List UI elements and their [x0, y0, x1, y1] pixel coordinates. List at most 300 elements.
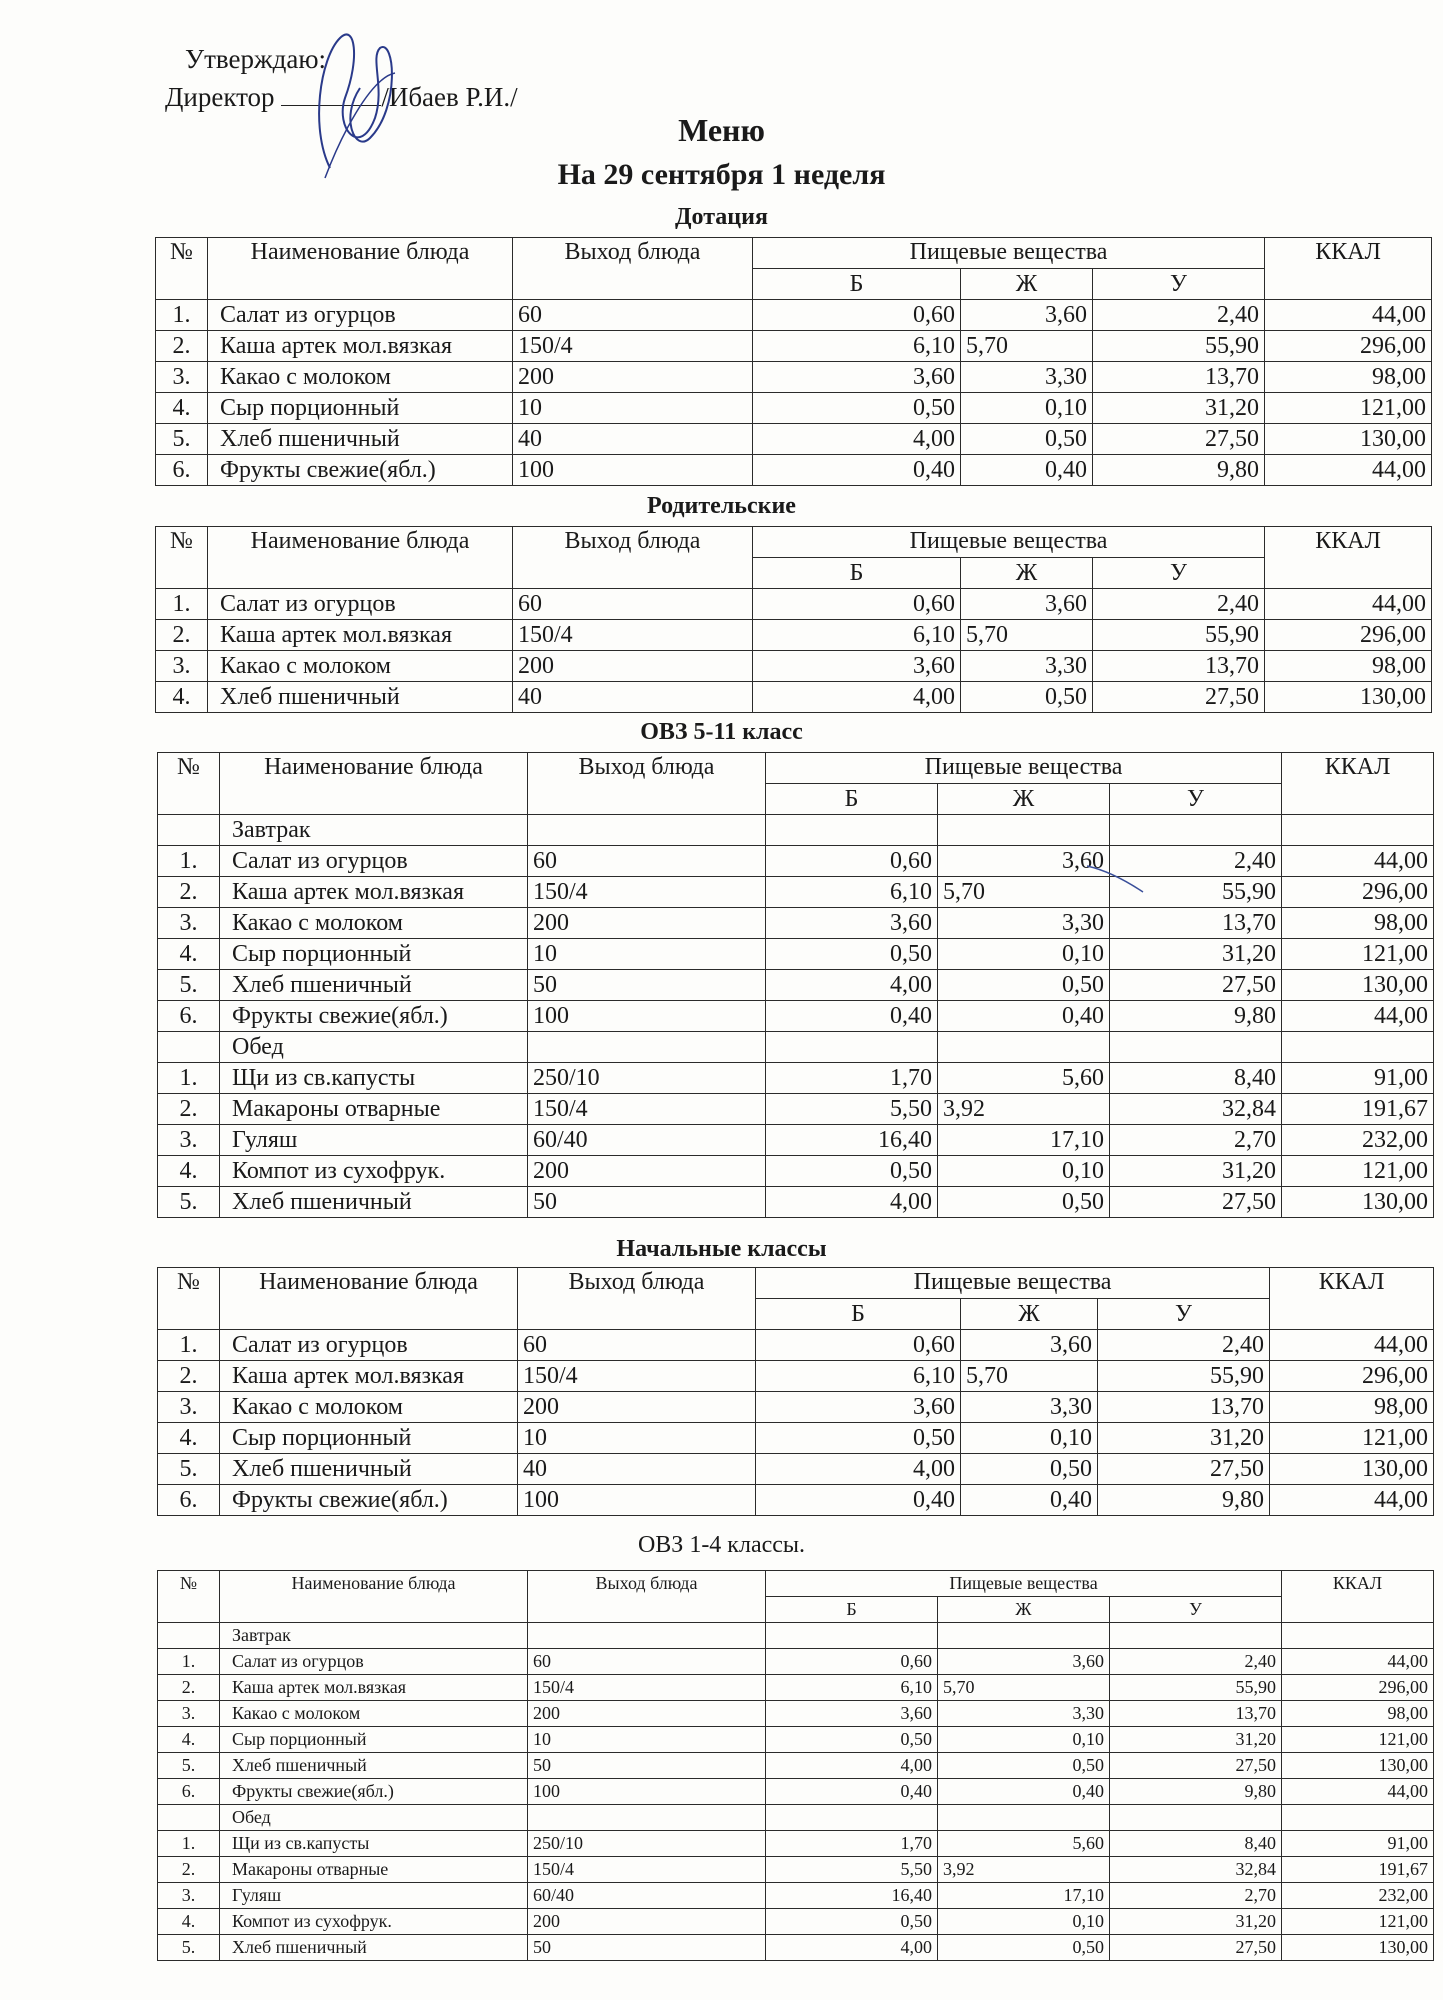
fat-value: 3,60 [961, 300, 1093, 331]
col-name: Наименование блюда [208, 527, 513, 589]
col-yield: Выход блюда [513, 527, 753, 589]
dish-name: Каша артек мол.вязкая [220, 1675, 528, 1701]
kcal-value: 191,67 [1282, 1857, 1434, 1883]
kcal-value: 130,00 [1265, 682, 1432, 713]
section-title-dotatsiya: Дотация [675, 204, 768, 230]
page-subtitle: На 29 сентября 1 неделя [557, 158, 886, 191]
empty-cell [1282, 815, 1434, 846]
col-b: Б [766, 784, 938, 815]
carb-value: 27,50 [1098, 1454, 1270, 1485]
table-row [158, 1330, 1434, 1361]
table-row [158, 1485, 1434, 1516]
row-num: 4. [158, 1156, 220, 1187]
dish-name: Какао с молоком [208, 362, 513, 393]
kcal-value: 121,00 [1282, 1156, 1434, 1187]
fat-value: 3,30 [938, 908, 1110, 939]
empty-cell [938, 1805, 1110, 1831]
carb-value: 27,50 [1110, 1935, 1282, 1961]
dish-name: Гуляш [220, 1125, 528, 1156]
carb-value: 31,20 [1110, 1909, 1282, 1935]
dish-yield: 60/40 [528, 1125, 766, 1156]
kcal-value: 44,00 [1265, 300, 1432, 331]
fat-value: 5,60 [938, 1831, 1110, 1857]
dish-yield: 10 [518, 1423, 756, 1454]
carb-value: 27,50 [1093, 682, 1265, 713]
carb-value: 2,40 [1110, 846, 1282, 877]
dish-name: Сыр порционный [220, 1423, 518, 1454]
carb-value: 31,20 [1110, 939, 1282, 970]
empty-cell [766, 1032, 938, 1063]
kcal-value: 44,00 [1270, 1330, 1434, 1361]
protein-value: 1,70 [766, 1831, 938, 1857]
dish-name: Сыр порционный [220, 1727, 528, 1753]
empty-cell [1282, 1805, 1434, 1831]
col-nutrients: Пищевые вещества [766, 753, 1282, 784]
table-row [158, 1831, 1434, 1857]
protein-value: 6,10 [753, 620, 961, 651]
carb-value: 32,84 [1110, 1857, 1282, 1883]
carb-value: 27,50 [1110, 970, 1282, 1001]
protein-value: 4,00 [766, 1187, 938, 1218]
meal-label: Обед [220, 1805, 528, 1831]
protein-value: 5,50 [766, 1094, 938, 1125]
dish-name: Щи из св.капусты [220, 1063, 528, 1094]
row-num: 2. [158, 1361, 220, 1392]
carb-value: 2,40 [1093, 589, 1265, 620]
fat-value: 0,50 [961, 682, 1093, 713]
table-row [156, 393, 1432, 424]
dish-yield: 60 [518, 1330, 756, 1361]
carb-value: 31,20 [1110, 1156, 1282, 1187]
dish-name: Компот из сухофрук. [220, 1156, 528, 1187]
director-label: Директор [165, 82, 275, 112]
row-num: 3. [158, 908, 220, 939]
kcal-value: 44,00 [1282, 846, 1434, 877]
row-num: 4. [158, 939, 220, 970]
protein-value: 16,40 [766, 1125, 938, 1156]
carb-value: 13,70 [1110, 908, 1282, 939]
meal-label-row [158, 815, 1434, 846]
row-num: 6. [158, 1779, 220, 1805]
col-b: Б [756, 1299, 961, 1330]
dish-name: Каша артек мол.вязкая [208, 331, 513, 362]
meal-label: Обед [220, 1032, 528, 1063]
kcal-value: 130,00 [1282, 1187, 1434, 1218]
dish-name: Фрукты свежие(ябл.) [208, 455, 513, 486]
col-nutrients: Пищевые вещества [766, 1571, 1282, 1597]
carb-value: 32,84 [1110, 1094, 1282, 1125]
kcal-value: 296,00 [1265, 620, 1432, 651]
fat-value: 3,92 [938, 1094, 1110, 1125]
fat-value: 0,10 [938, 1909, 1110, 1935]
kcal-value: 191,67 [1282, 1094, 1434, 1125]
col-zh: Ж [938, 784, 1110, 815]
row-num: 3. [156, 651, 208, 682]
page-title: Меню [678, 112, 765, 148]
row-num: 4. [158, 1423, 220, 1454]
dish-yield: 100 [528, 1001, 766, 1032]
protein-value: 16,40 [766, 1883, 938, 1909]
carb-value: 55,90 [1093, 331, 1265, 362]
dish-name: Хлеб пшеничный [208, 682, 513, 713]
kcal-value: 44,00 [1282, 1649, 1434, 1675]
row-num: 4. [156, 682, 208, 713]
meal-label-row [158, 1623, 1434, 1649]
carb-value: 27,50 [1110, 1187, 1282, 1218]
dish-name: Салат из огурцов [208, 300, 513, 331]
dish-yield: 200 [513, 651, 753, 682]
dish-yield: 150/4 [513, 620, 753, 651]
empty-cell [528, 1805, 766, 1831]
table-row [158, 1753, 1434, 1779]
dish-name: Хлеб пшеничный [208, 424, 513, 455]
table-row [158, 1094, 1434, 1125]
dish-yield: 200 [528, 1701, 766, 1727]
dish-yield: 100 [513, 455, 753, 486]
table-row [158, 1187, 1434, 1218]
dish-yield: 40 [513, 682, 753, 713]
fat-value: 0,40 [961, 1485, 1098, 1516]
dish-name: Каша артек мол.вязкая [208, 620, 513, 651]
row-num: 4. [156, 393, 208, 424]
kcal-value: 98,00 [1270, 1392, 1434, 1423]
protein-value: 6,10 [766, 877, 938, 908]
table-row [158, 877, 1434, 908]
empty-cell [1110, 1623, 1282, 1649]
dish-name: Сыр порционный [220, 939, 528, 970]
protein-value: 4,00 [766, 1935, 938, 1961]
fat-value: 3,60 [961, 1330, 1098, 1361]
col-name: Наименование блюда [220, 1268, 518, 1330]
empty-cell [158, 1623, 220, 1649]
col-kcal: ККАЛ [1282, 1571, 1434, 1623]
col-name: Наименование блюда [208, 238, 513, 300]
table-row [156, 651, 1432, 682]
section-title-roditelskie: Родительские [647, 493, 796, 519]
dish-yield: 50 [528, 1935, 766, 1961]
section-title-ovz-1-4: ОВЗ 1-4 классы. [637, 1532, 806, 1558]
kcal-value: 130,00 [1282, 970, 1434, 1001]
table-row [158, 1001, 1434, 1032]
table-row [156, 682, 1432, 713]
kcal-value: 130,00 [1282, 1935, 1434, 1961]
dish-name: Какао с молоком [208, 651, 513, 682]
col-u: У [1098, 1299, 1270, 1330]
dish-yield: 50 [528, 1753, 766, 1779]
protein-value: 6,10 [753, 331, 961, 362]
protein-value: 0,40 [756, 1485, 961, 1516]
row-num: 2. [156, 620, 208, 651]
menu-table-ovz-5-11 [157, 752, 1434, 1218]
protein-value: 0,40 [766, 1001, 938, 1032]
row-num: 5. [158, 1935, 220, 1961]
protein-value: 0,40 [753, 455, 961, 486]
row-num: 1. [158, 1330, 220, 1361]
dish-yield: 10 [513, 393, 753, 424]
fat-value: 3,30 [961, 651, 1093, 682]
table-row [158, 1063, 1434, 1094]
protein-value: 4,00 [766, 970, 938, 1001]
table-row [158, 1909, 1434, 1935]
empty-cell [528, 1623, 766, 1649]
protein-value: 0,60 [766, 846, 938, 877]
dish-name: Компот из сухофрук. [220, 1909, 528, 1935]
dish-yield: 150/4 [528, 1675, 766, 1701]
col-u: У [1093, 269, 1265, 300]
table-row [158, 1701, 1434, 1727]
kcal-value: 44,00 [1270, 1485, 1434, 1516]
protein-value: 4,00 [766, 1753, 938, 1779]
row-num: 1. [156, 589, 208, 620]
table-row [158, 1935, 1434, 1961]
protein-value: 1,70 [766, 1063, 938, 1094]
table-row [158, 970, 1434, 1001]
carb-value: 13,70 [1098, 1392, 1270, 1423]
col-num: № [158, 1268, 220, 1330]
row-num: 3. [158, 1125, 220, 1156]
fat-value: 3,30 [961, 362, 1093, 393]
dish-yield: 200 [513, 362, 753, 393]
row-num: 6. [156, 455, 208, 486]
dish-yield: 250/10 [528, 1063, 766, 1094]
dish-name: Хлеб пшеничный [220, 1935, 528, 1961]
menu-table-dotatsiya [155, 237, 1432, 486]
carb-value: 31,20 [1093, 393, 1265, 424]
table-row [156, 424, 1432, 455]
row-num: 1. [156, 300, 208, 331]
protein-value: 4,00 [753, 682, 961, 713]
kcal-value: 296,00 [1265, 331, 1432, 362]
carb-value: 9,80 [1110, 1001, 1282, 1032]
dish-yield: 50 [528, 1187, 766, 1218]
kcal-value: 121,00 [1282, 1727, 1434, 1753]
dish-name: Сыр порционный [208, 393, 513, 424]
empty-cell [1110, 1805, 1282, 1831]
fat-value: 3,92 [938, 1857, 1110, 1883]
dish-yield: 200 [528, 1156, 766, 1187]
table-row [156, 455, 1432, 486]
table-row [158, 1779, 1434, 1805]
carb-value: 2,70 [1110, 1883, 1282, 1909]
empty-cell [1282, 1032, 1434, 1063]
dish-yield: 40 [518, 1454, 756, 1485]
col-b: Б [753, 558, 961, 589]
col-kcal: ККАЛ [1270, 1268, 1434, 1330]
dish-name: Макароны отварные [220, 1857, 528, 1883]
kcal-value: 44,00 [1265, 589, 1432, 620]
row-num: 3. [156, 362, 208, 393]
dish-name: Фрукты свежие(ябл.) [220, 1001, 528, 1032]
empty-cell [158, 1032, 220, 1063]
kcal-value: 44,00 [1265, 455, 1432, 486]
protein-value: 0,60 [756, 1330, 961, 1361]
col-zh: Ж [961, 558, 1093, 589]
approve-label: Утверждаю: [185, 44, 327, 74]
row-num: 3. [158, 1883, 220, 1909]
row-num: 5. [158, 1454, 220, 1485]
row-num: 6. [158, 1001, 220, 1032]
carb-value: 55,90 [1110, 1675, 1282, 1701]
carb-value: 9,80 [1098, 1485, 1270, 1516]
row-num: 5. [158, 1187, 220, 1218]
row-num: 5. [158, 970, 220, 1001]
protein-value: 4,00 [756, 1454, 961, 1485]
row-num: 1. [158, 1831, 220, 1857]
carb-value: 9,80 [1093, 455, 1265, 486]
fat-value: 5,60 [938, 1063, 1110, 1094]
row-num: 1. [158, 1649, 220, 1675]
col-b: Б [766, 1597, 938, 1623]
empty-cell [1110, 1032, 1282, 1063]
dish-name: Гуляш [220, 1883, 528, 1909]
col-zh: Ж [938, 1597, 1110, 1623]
dish-yield: 150/4 [528, 1094, 766, 1125]
carb-value: 55,90 [1110, 877, 1282, 908]
table-row [158, 1125, 1434, 1156]
kcal-value: 44,00 [1282, 1779, 1434, 1805]
dish-yield: 150/4 [518, 1361, 756, 1392]
fat-value: 0,10 [961, 1423, 1098, 1454]
col-yield: Выход блюда [528, 753, 766, 815]
meal-label: Завтрак [220, 1623, 528, 1649]
meal-label: Завтрак [220, 815, 528, 846]
dish-name: Фрукты свежие(ябл.) [220, 1779, 528, 1805]
fat-value: 0,50 [938, 1187, 1110, 1218]
protein-value: 0,50 [766, 1156, 938, 1187]
menu-table-ovz-1-4 [157, 1570, 1434, 1961]
col-u: У [1110, 1597, 1282, 1623]
fat-value: 5,70 [961, 331, 1093, 362]
dish-yield: 60/40 [528, 1883, 766, 1909]
protein-value: 6,10 [766, 1675, 938, 1701]
fat-value: 0,50 [938, 1753, 1110, 1779]
fat-value: 0,40 [938, 1779, 1110, 1805]
table-row [158, 1857, 1434, 1883]
empty-cell [158, 815, 220, 846]
row-num: 5. [158, 1753, 220, 1779]
kcal-value: 91,00 [1282, 1831, 1434, 1857]
dish-yield: 60 [528, 1649, 766, 1675]
row-num: 1. [158, 1063, 220, 1094]
col-nutrients: Пищевые вещества [753, 238, 1265, 269]
protein-value: 3,60 [756, 1392, 961, 1423]
dish-yield: 40 [513, 424, 753, 455]
fat-value: 0,10 [938, 1727, 1110, 1753]
col-u: У [1110, 784, 1282, 815]
fat-value: 0,10 [938, 939, 1110, 970]
row-num: 5. [156, 424, 208, 455]
protein-value: 3,60 [766, 1701, 938, 1727]
pen-stroke-mark [1085, 858, 1155, 898]
dish-name: Щи из св.капусты [220, 1831, 528, 1857]
dish-name: Хлеб пшеничный [220, 1753, 528, 1779]
table-row [158, 1727, 1434, 1753]
fat-value: 5,70 [961, 1361, 1098, 1392]
fat-value: 0,50 [961, 1454, 1098, 1485]
carb-value: 55,90 [1098, 1361, 1270, 1392]
col-yield: Выход блюда [513, 238, 753, 300]
dish-yield: 200 [518, 1392, 756, 1423]
dish-name: Фрукты свежие(ябл.) [220, 1485, 518, 1516]
col-kcal: ККАЛ [1265, 238, 1432, 300]
row-num: 3. [158, 1701, 220, 1727]
dish-yield: 10 [528, 1727, 766, 1753]
meal-label-row [158, 1805, 1434, 1831]
kcal-value: 121,00 [1282, 939, 1434, 970]
carb-value: 13,70 [1110, 1701, 1282, 1727]
protein-value: 0,50 [766, 1909, 938, 1935]
kcal-value: 232,00 [1282, 1883, 1434, 1909]
col-zh: Ж [961, 1299, 1098, 1330]
dish-name: Каша артек мол.вязкая [220, 1361, 518, 1392]
protein-value: 0,60 [766, 1649, 938, 1675]
fat-value: 5,70 [938, 1675, 1110, 1701]
kcal-value: 98,00 [1265, 362, 1432, 393]
empty-cell [158, 1805, 220, 1831]
carb-value: 27,50 [1093, 424, 1265, 455]
section-title-ovz-5-11: ОВЗ 5-11 класс [640, 719, 803, 745]
empty-cell [766, 1623, 938, 1649]
col-nutrients: Пищевые вещества [756, 1268, 1270, 1299]
fat-value: 0,40 [961, 455, 1093, 486]
col-yield: Выход блюда [528, 1571, 766, 1623]
row-num: 2. [158, 1675, 220, 1701]
protein-value: 4,00 [753, 424, 961, 455]
kcal-value: 98,00 [1282, 908, 1434, 939]
table-row [158, 846, 1434, 877]
col-name: Наименование блюда [220, 753, 528, 815]
table-row [158, 1454, 1434, 1485]
kcal-value: 44,00 [1282, 1001, 1434, 1032]
empty-cell [528, 1032, 766, 1063]
col-name: Наименование блюда [220, 1571, 528, 1623]
col-yield: Выход блюда [518, 1268, 756, 1330]
protein-value: 0,50 [756, 1423, 961, 1454]
empty-cell [1282, 1623, 1434, 1649]
kcal-value: 121,00 [1282, 1909, 1434, 1935]
table-row [158, 1423, 1434, 1454]
table-row [158, 1392, 1434, 1423]
kcal-value: 130,00 [1265, 424, 1432, 455]
fat-value: 3,60 [961, 589, 1093, 620]
kcal-value: 130,00 [1282, 1753, 1434, 1779]
dish-yield: 100 [528, 1779, 766, 1805]
fat-value: 3,60 [938, 846, 1110, 877]
dish-name: Какао с молоком [220, 908, 528, 939]
carb-value: 13,70 [1093, 362, 1265, 393]
protein-value: 3,60 [753, 362, 961, 393]
dish-yield: 150/4 [528, 1857, 766, 1883]
empty-cell [938, 815, 1110, 846]
row-num: 2. [158, 1094, 220, 1125]
row-num: 4. [158, 1909, 220, 1935]
carb-value: 27,50 [1110, 1753, 1282, 1779]
col-kcal: ККАЛ [1282, 753, 1434, 815]
fat-value: 3,30 [938, 1701, 1110, 1727]
dish-yield: 250/10 [528, 1831, 766, 1857]
dish-name: Какао с молоком [220, 1392, 518, 1423]
protein-value: 0,60 [753, 300, 961, 331]
dish-yield: 60 [528, 846, 766, 877]
col-nutrients: Пищевые вещества [753, 527, 1265, 558]
carb-value: 2,40 [1093, 300, 1265, 331]
empty-cell [766, 1805, 938, 1831]
meal-label-row [158, 1032, 1434, 1063]
empty-cell [766, 815, 938, 846]
protein-value: 0,50 [766, 939, 938, 970]
protein-value: 0,50 [766, 1727, 938, 1753]
carb-value: 31,20 [1098, 1423, 1270, 1454]
